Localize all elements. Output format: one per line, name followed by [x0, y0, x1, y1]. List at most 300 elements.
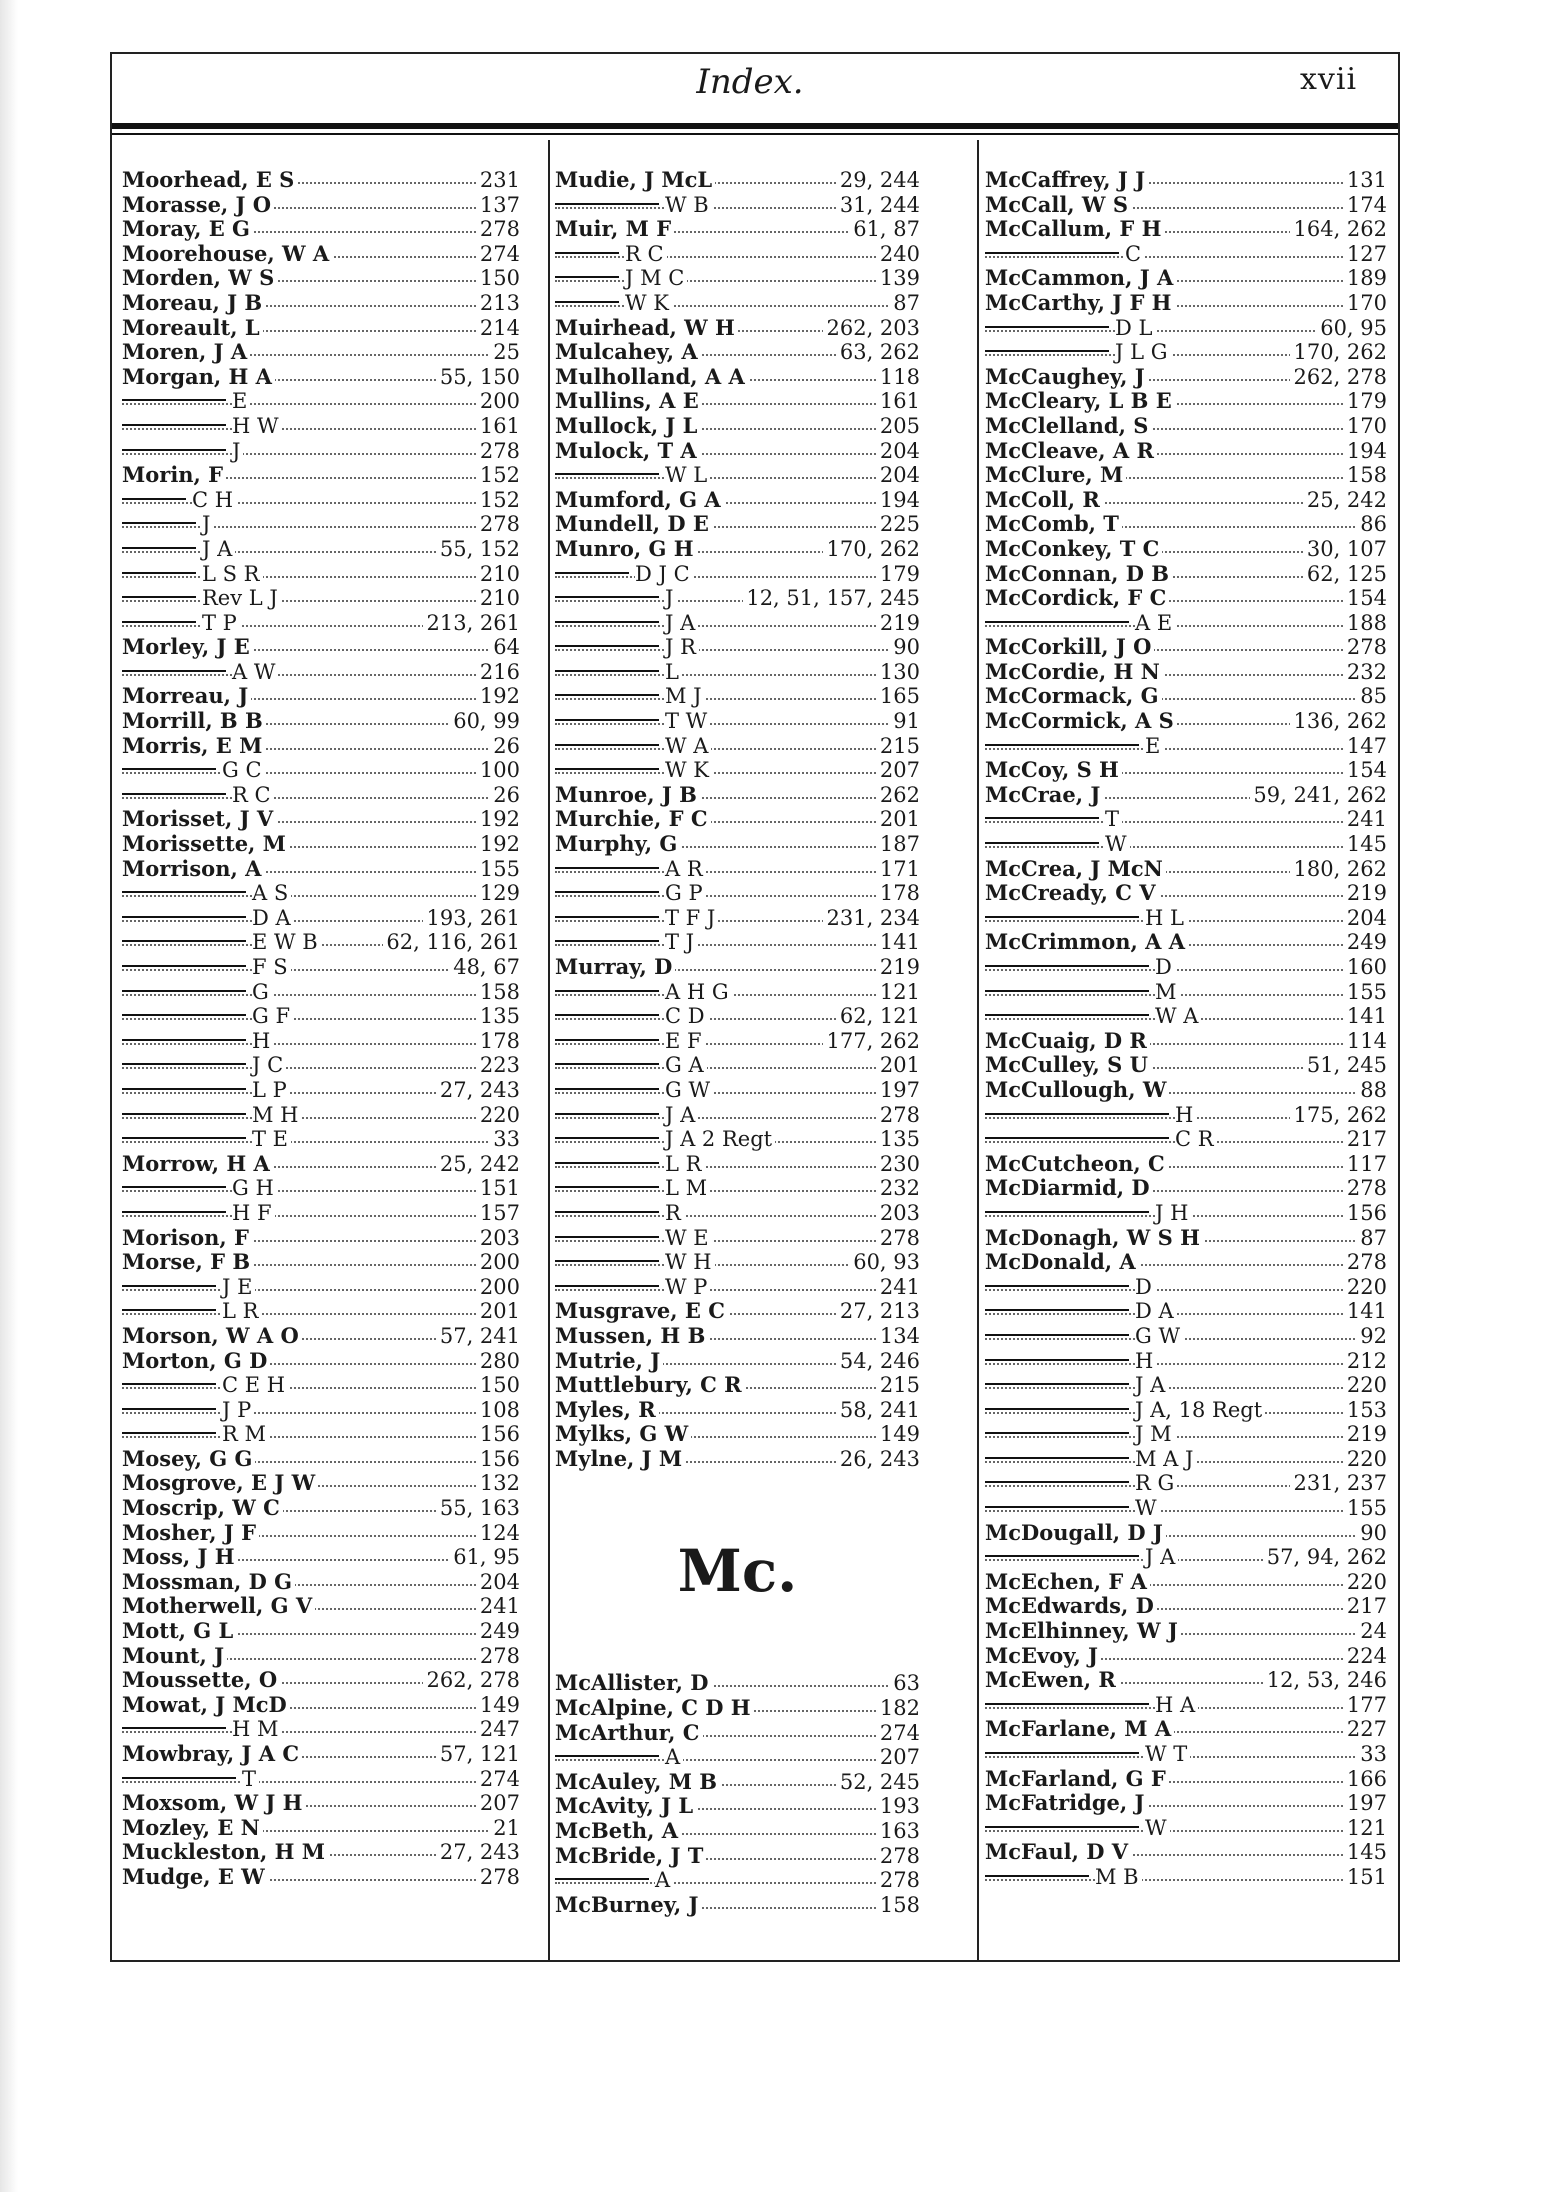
index-entry — [555, 635, 920, 660]
ditto-dash — [985, 1432, 1129, 1434]
entry-name: McCoy, S H — [985, 758, 1122, 783]
index-entry — [985, 758, 1387, 783]
entry-name: W L — [665, 463, 710, 488]
entry-name: Morgan, H A — [122, 365, 275, 390]
entry-name: D — [1135, 1275, 1155, 1300]
index-entry — [985, 1299, 1387, 1324]
index-entry — [122, 242, 520, 267]
index-entry — [122, 1471, 520, 1496]
entry-name: Moray, E G — [122, 217, 253, 242]
index-entry — [122, 1816, 520, 1841]
entry-pages: 63 — [890, 1671, 920, 1696]
ditto-dash — [985, 1211, 1149, 1213]
entry-name: J H — [1155, 1201, 1191, 1226]
entry-pages: 85 — [1357, 684, 1387, 709]
entry-pages: 204 — [1344, 906, 1387, 931]
entry-name: Munro, G H — [555, 537, 697, 562]
entry-pages: 24 — [1357, 1619, 1387, 1644]
entry-pages: 155 — [477, 857, 520, 882]
index-entry — [555, 1447, 920, 1472]
entry-name: Muir, M F — [555, 217, 674, 242]
index-entry — [122, 832, 520, 857]
entry-pages: 175, 262 — [1290, 1103, 1387, 1128]
ditto-dash — [985, 621, 1129, 623]
entry-pages: 153 — [1344, 1398, 1387, 1423]
entry-name: J E — [222, 1275, 255, 1300]
ditto-dash — [122, 1383, 216, 1385]
index-entry — [555, 832, 920, 857]
entry-name: Mowat, J McD — [122, 1693, 290, 1718]
entry-pages: 220 — [1344, 1275, 1387, 1300]
index-entry — [122, 537, 520, 562]
entry-name: Mudge, E W — [122, 1865, 268, 1890]
entry-name: J M C — [625, 266, 687, 291]
index-entry — [555, 1004, 920, 1029]
entry-name: McElhinney, W J — [985, 1619, 1181, 1644]
entry-pages: 216 — [477, 660, 520, 685]
dot-leader — [122, 1387, 520, 1389]
ditto-dash — [555, 916, 659, 918]
entry-pages: 212 — [1344, 1349, 1387, 1374]
index-entry — [122, 1521, 520, 1546]
entry-name: H — [1175, 1103, 1196, 1128]
entry-name: W K — [665, 758, 712, 783]
entry-pages: 278 — [477, 1644, 520, 1669]
ditto-dash — [555, 1088, 659, 1090]
ditto-dash — [555, 203, 659, 205]
index-entry — [985, 1078, 1387, 1103]
index-entry — [985, 168, 1387, 193]
dot-leader — [122, 1117, 520, 1119]
entry-name: J M — [1135, 1422, 1175, 1447]
frame-border-top — [110, 52, 1400, 54]
ditto-dash — [555, 768, 659, 770]
index-entry — [122, 1594, 520, 1619]
entry-name: C D — [665, 1004, 708, 1029]
entry-name: Morreau, J — [122, 684, 251, 709]
entry-pages: 21 — [490, 1816, 520, 1841]
index-entry — [555, 734, 920, 759]
dot-leader — [555, 772, 920, 774]
entry-name: G A — [665, 1053, 707, 1078]
index-entry — [985, 783, 1387, 808]
ditto-dash — [555, 694, 659, 696]
index-entry — [122, 1496, 520, 1521]
entry-pages: 149 — [477, 1693, 520, 1718]
entry-pages: 157 — [477, 1201, 520, 1226]
index-entry — [555, 1721, 920, 1746]
entry-pages: 149 — [877, 1422, 920, 1447]
entry-name: J P — [222, 1398, 254, 1423]
ditto-dash — [985, 965, 1149, 967]
entry-name: G C — [222, 758, 265, 783]
dot-leader — [985, 1830, 1387, 1832]
entry-name: Morden, W S — [122, 266, 277, 291]
entry-name: H F — [232, 1201, 275, 1226]
entry-pages: 189 — [1344, 266, 1387, 291]
entry-pages: 204 — [877, 463, 920, 488]
index-entry — [555, 1422, 920, 1447]
dot-leader — [122, 1190, 520, 1192]
entry-name: Muckleston, H M — [122, 1840, 328, 1865]
entry-name: Mudie, J McL — [555, 168, 715, 193]
entry-pages: 58, 241 — [837, 1398, 920, 1423]
entry-name: A — [655, 1868, 673, 1893]
entry-pages: 163 — [877, 1819, 920, 1844]
entry-pages: 158 — [877, 1893, 920, 1918]
index-entry — [122, 1226, 520, 1251]
dot-leader — [122, 1043, 520, 1045]
index-entry — [555, 1226, 920, 1251]
entry-name: A R — [665, 857, 706, 882]
entry-pages: 57, 241 — [437, 1324, 520, 1349]
index-entry — [985, 807, 1387, 832]
index-entry — [985, 1324, 1387, 1349]
entry-pages: 171 — [877, 857, 920, 882]
ditto-dash — [555, 1236, 659, 1238]
entry-name: C R — [1175, 1127, 1217, 1152]
entry-name: McFarland, G F — [985, 1767, 1169, 1792]
entry-name: M — [1155, 980, 1180, 1005]
entry-pages: 61, 95 — [450, 1545, 520, 1570]
entry-name: McAuley, M B — [555, 1770, 720, 1795]
index-entry — [122, 389, 520, 414]
index-entry — [985, 217, 1387, 242]
entry-pages: 207 — [477, 1791, 520, 1816]
index-entry — [555, 1373, 920, 1398]
entry-name: McAvity, J L — [555, 1794, 696, 1819]
entry-pages: 174 — [1344, 193, 1387, 218]
index-entry — [122, 266, 520, 291]
ditto-dash — [122, 1063, 246, 1065]
entry-name: J A — [665, 611, 698, 636]
dot-leader — [122, 1018, 520, 1020]
entry-pages: 48, 67 — [450, 955, 520, 980]
entry-pages: 278 — [877, 1103, 920, 1128]
entry-name: Moreault, L — [122, 316, 263, 341]
entry-pages: 51, 245 — [1304, 1053, 1387, 1078]
ditto-dash — [122, 572, 196, 574]
entry-name: G W — [665, 1078, 713, 1103]
ditto-dash — [122, 990, 246, 992]
ditto-dash — [555, 1137, 659, 1139]
index-entry — [985, 1004, 1387, 1029]
entry-pages: 241 — [1344, 807, 1387, 832]
ditto-dash — [122, 1137, 246, 1139]
index-entry — [555, 1029, 920, 1054]
ditto-dash — [122, 1211, 226, 1213]
dot-leader — [555, 748, 920, 750]
entry-name: W K — [625, 291, 672, 316]
entry-pages: 178 — [477, 1029, 520, 1054]
index-entry — [122, 684, 520, 709]
index-entry — [555, 586, 920, 611]
entry-pages: 55, 152 — [437, 537, 520, 562]
index-entry — [985, 1619, 1387, 1644]
index-entry — [985, 1103, 1387, 1128]
entry-name: R — [665, 1201, 684, 1226]
ditto-dash — [555, 276, 619, 278]
index-entry — [985, 1250, 1387, 1275]
index-entry — [985, 1447, 1387, 1472]
index-entry — [985, 635, 1387, 660]
ditto-dash — [555, 1285, 659, 1287]
entry-name: Motherwell, G V — [122, 1594, 315, 1619]
ditto-dash — [122, 1408, 216, 1410]
index-entry — [122, 316, 520, 341]
entry-name: Moren, J A — [122, 340, 250, 365]
index-entry — [555, 340, 920, 365]
entry-pages: 217 — [1344, 1594, 1387, 1619]
ditto-dash — [985, 1113, 1169, 1115]
entry-name: Morin, F — [122, 463, 226, 488]
entry-pages: 215 — [877, 1373, 920, 1398]
index-entry — [985, 1644, 1387, 1669]
entry-pages: 204 — [877, 439, 920, 464]
entry-pages: 132 — [477, 1471, 520, 1496]
entry-pages: 87 — [890, 291, 920, 316]
index-entry — [555, 217, 920, 242]
index-column-2-mc — [555, 1671, 920, 1917]
entry-name: D A — [252, 906, 294, 931]
entry-name: Mumford, G A — [555, 488, 724, 513]
entry-name: C H — [192, 488, 236, 513]
index-entry — [555, 1201, 920, 1226]
index-entry — [555, 414, 920, 439]
entry-pages: 135 — [877, 1127, 920, 1152]
entry-pages: 124 — [477, 1521, 520, 1546]
entry-name: Murphy, G — [555, 832, 680, 857]
page-edge — [0, 0, 18, 2192]
entry-name: R G — [1135, 1471, 1177, 1496]
index-column-2-main — [555, 168, 920, 1471]
entry-pages: 210 — [477, 562, 520, 587]
index-entry — [555, 1398, 920, 1423]
ditto-dash — [555, 891, 659, 893]
entry-pages: 203 — [477, 1226, 520, 1251]
entry-pages: 141 — [877, 930, 920, 955]
entry-pages: 192 — [477, 832, 520, 857]
index-entry — [122, 1103, 520, 1128]
entry-pages: 193, 261 — [423, 906, 520, 931]
entry-name: W H — [665, 1250, 715, 1275]
entry-pages: 262, 278 — [423, 1668, 520, 1693]
entry-pages: 27, 213 — [837, 1299, 920, 1324]
entry-pages: 278 — [477, 1865, 520, 1890]
ditto-dash — [985, 1359, 1129, 1361]
entry-name: L R — [665, 1152, 704, 1177]
ditto-dash — [122, 1285, 216, 1287]
entry-name: M A J — [1135, 1447, 1196, 1472]
entry-pages: 241 — [477, 1594, 520, 1619]
ditto-dash — [985, 1555, 1139, 1557]
entry-name: McAlpine, C D H — [555, 1696, 754, 1721]
entry-pages: 193 — [877, 1794, 920, 1819]
index-entry — [122, 709, 520, 734]
index-column-2 — [555, 168, 920, 1917]
entry-name: McFatridge, J — [985, 1791, 1147, 1816]
entry-pages: 25, 242 — [1304, 488, 1387, 513]
entry-pages: 197 — [1344, 1791, 1387, 1816]
ditto-dash — [122, 424, 226, 426]
entry-pages: 141 — [1344, 1299, 1387, 1324]
entry-pages: 232 — [877, 1176, 920, 1201]
index-entry — [555, 1868, 920, 1893]
ditto-dash — [122, 1432, 216, 1434]
entry-name: McComb, T — [985, 512, 1122, 537]
entry-name: Myles, R — [555, 1398, 659, 1423]
entry-name: M H — [252, 1103, 302, 1128]
entry-name: McCormick, A S — [985, 709, 1177, 734]
index-entry — [555, 881, 920, 906]
index-entry — [122, 168, 520, 193]
entry-pages: 278 — [877, 1844, 920, 1869]
entry-name: Moussette, O — [122, 1668, 280, 1693]
index-entry — [985, 1127, 1387, 1152]
entry-pages: 154 — [1344, 758, 1387, 783]
entry-pages: 158 — [1344, 463, 1387, 488]
entry-pages: 220 — [1344, 1373, 1387, 1398]
entry-name: McCall, W S — [985, 193, 1131, 218]
ditto-dash — [985, 1334, 1129, 1336]
dot-leader — [555, 305, 920, 307]
dot-leader — [122, 1313, 520, 1315]
ditto-dash — [122, 768, 216, 770]
entry-pages: 90 — [890, 635, 920, 660]
entry-name: Moss, J H — [122, 1545, 238, 1570]
index-entry — [122, 1324, 520, 1349]
index-entry — [985, 980, 1387, 1005]
index-entry — [985, 1791, 1387, 1816]
ditto-dash — [555, 1113, 659, 1115]
entry-pages: 278 — [1344, 1250, 1387, 1275]
entry-pages: 91 — [890, 709, 920, 734]
dot-leader — [985, 625, 1387, 627]
entry-name: McFarlane, M A — [985, 1717, 1174, 1742]
entry-pages: 150 — [477, 266, 520, 291]
ditto-dash — [555, 1755, 659, 1757]
ditto-dash — [985, 1506, 1129, 1508]
entry-pages: 100 — [477, 758, 520, 783]
dot-leader — [555, 477, 920, 479]
entry-pages: 197 — [877, 1078, 920, 1103]
entry-name: McClelland, S — [985, 414, 1151, 439]
entry-pages: 217 — [1344, 1127, 1387, 1152]
entry-pages: 135 — [477, 1004, 520, 1029]
entry-name: McDiarmid, D — [985, 1176, 1153, 1201]
entry-pages: 180, 262 — [1290, 857, 1387, 882]
ditto-dash — [122, 449, 226, 451]
index-entry — [985, 1816, 1387, 1841]
entry-pages: 55, 163 — [437, 1496, 520, 1521]
index-entry — [555, 980, 920, 1005]
entry-name: Mosher, J F — [122, 1521, 259, 1546]
entry-name: Mullins, A E — [555, 389, 702, 414]
entry-name: W E — [665, 1226, 712, 1251]
index-entry — [555, 488, 920, 513]
entry-name: A H G — [665, 980, 732, 1005]
index-entry — [985, 1053, 1387, 1078]
index-entry — [985, 1471, 1387, 1496]
entry-name: McCleary, L B E — [985, 389, 1175, 414]
index-entry — [555, 168, 920, 193]
entry-name: Murray, D — [555, 955, 675, 980]
entry-name: Morris, E M — [122, 734, 265, 759]
entry-name: A W — [232, 660, 278, 685]
dot-leader — [122, 526, 520, 528]
index-entry — [985, 1717, 1387, 1742]
entry-pages: 57, 121 — [437, 1742, 520, 1767]
entry-name: A E — [1135, 611, 1175, 636]
entry-name: H — [252, 1029, 273, 1054]
entry-pages: 26 — [490, 734, 520, 759]
index-entry — [985, 1840, 1387, 1865]
dot-leader — [555, 576, 920, 578]
entry-pages: 127 — [1344, 242, 1387, 267]
header-rule-thin — [112, 133, 1398, 135]
dot-leader — [555, 280, 920, 282]
entry-name: Morson, W A O — [122, 1324, 302, 1349]
entry-pages: 220 — [1344, 1570, 1387, 1595]
entry-pages: 130 — [877, 660, 920, 685]
section-heading-mc: Mc. — [677, 1537, 798, 1606]
entry-pages: 160 — [1344, 955, 1387, 980]
entry-name: D — [1155, 955, 1175, 980]
entry-name: McCrea, J McN — [985, 857, 1166, 882]
dot-leader — [555, 1166, 920, 1168]
index-entry — [555, 1324, 920, 1349]
index-entry — [555, 930, 920, 955]
dot-leader — [985, 1363, 1387, 1365]
entry-name: Morrison, A — [122, 857, 264, 882]
dot-leader — [985, 1510, 1387, 1512]
entry-name: McConkey, T C — [985, 537, 1162, 562]
ditto-dash — [985, 1703, 1149, 1705]
entry-pages: 194 — [877, 488, 920, 513]
entry-pages: 194 — [1344, 439, 1387, 464]
dot-leader — [555, 944, 920, 946]
entry-name: L M — [665, 1176, 710, 1201]
dot-leader — [985, 748, 1387, 750]
dot-leader — [555, 256, 920, 258]
entry-pages: 278 — [1344, 635, 1387, 660]
index-entry — [985, 1767, 1387, 1792]
index-column-3 — [985, 168, 1387, 1890]
entry-pages: 161 — [477, 414, 520, 439]
entry-name: J — [665, 586, 676, 611]
ditto-dash — [555, 1063, 659, 1065]
index-entry — [555, 1893, 920, 1918]
entry-pages: 274 — [477, 242, 520, 267]
ditto-dash — [122, 547, 196, 549]
dot-leader — [985, 1313, 1387, 1315]
index-entry — [985, 1545, 1387, 1570]
entry-name: McCarthy, J F H — [985, 291, 1175, 316]
entry-pages: 150 — [477, 1373, 520, 1398]
entry-name: T — [242, 1767, 259, 1792]
entry-pages: 30, 107 — [1304, 537, 1387, 562]
entry-pages: 121 — [1344, 1816, 1387, 1841]
ditto-dash — [985, 1383, 1129, 1385]
entry-pages: 219 — [877, 611, 920, 636]
ditto-dash — [985, 842, 1099, 844]
entry-pages: 207 — [877, 758, 920, 783]
entry-name: G F — [252, 1004, 293, 1029]
dot-leader — [555, 1882, 920, 1884]
dot-leader — [122, 1781, 520, 1783]
index-entry — [985, 1570, 1387, 1595]
index-entry — [985, 955, 1387, 980]
